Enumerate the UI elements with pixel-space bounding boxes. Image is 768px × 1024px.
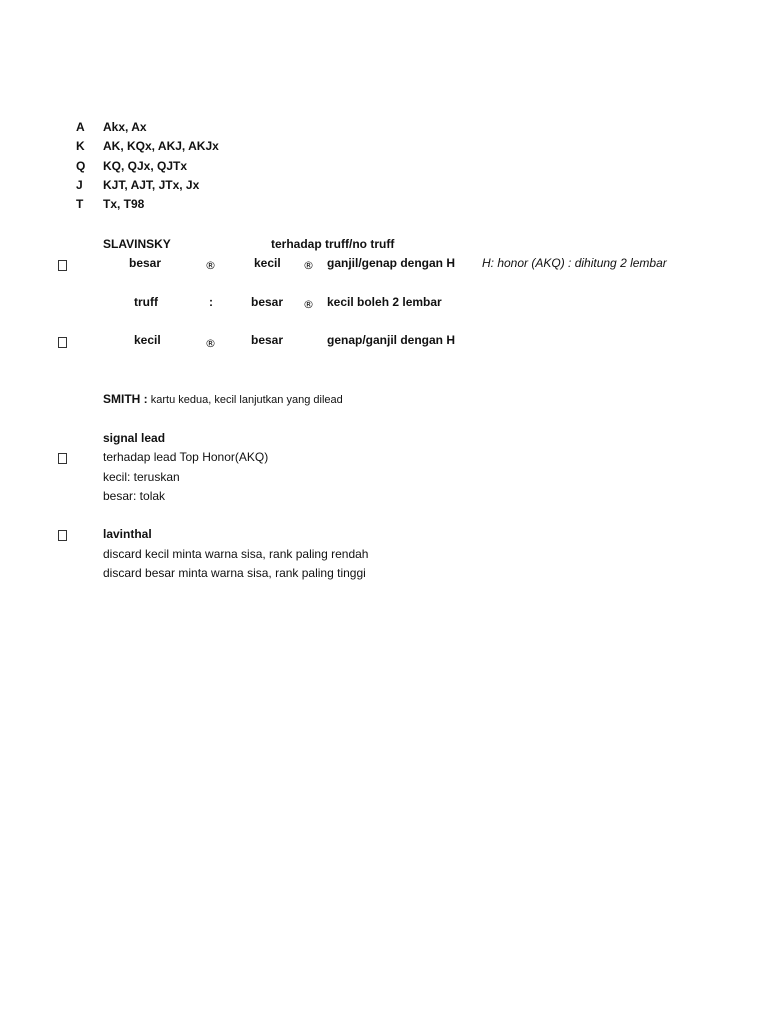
slavinsky-row1-c: ganjil/genap dengan H [327, 256, 456, 270]
arrow-icon: ® [303, 298, 314, 311]
smith-text: kartu kedua, kecil lanjutkan yang dilead [147, 394, 343, 406]
slavinsky-row3-a: kecil [134, 333, 161, 347]
bullet-icon [58, 337, 67, 348]
arrow-icon: ® [303, 259, 314, 272]
lead-cards-a: Akx, Ax [103, 120, 147, 134]
lead-cards-j: KJT, AJT, JTx, Jx [103, 178, 200, 192]
lead-rank-q: Q [76, 159, 86, 173]
slavinsky-title: SLAVINSKY [103, 237, 171, 251]
slavinsky-row1-b: kecil [254, 256, 281, 270]
smith-line [103, 391, 343, 408]
slavinsky-row3-b: besar [251, 333, 284, 347]
honor-note: H: honor (AKQ) : dihitung 2 lembar [482, 256, 667, 270]
bullet-icon [58, 260, 67, 271]
lead-cards-t: Tx, T98 [103, 197, 145, 211]
slavinsky-row2-a: truff [134, 295, 158, 309]
lead-rank-t: T [76, 197, 84, 211]
arrow-icon: ® [205, 337, 216, 350]
bullet-icon [58, 530, 67, 541]
lavinthal-title: lavinthal [103, 527, 152, 541]
slavinsky-row1-a: besar [129, 256, 162, 270]
slavinsky-row3-c: genap/ganjil dengan H [327, 333, 456, 347]
lead-rank-k: K [76, 139, 85, 153]
slavinsky-subtitle: terhadap truff/no truff [271, 237, 395, 251]
lavinthal-line: discard besar minta warna sisa, rank paling tinggi [103, 566, 366, 580]
lavinthal-line: discard kecil minta warna sisa, rank paling rendah [103, 547, 369, 561]
smith-label: SMITH : [103, 392, 148, 406]
arrow-icon: ® [205, 259, 216, 272]
signal-title: signal lead [103, 431, 166, 445]
lead-rank-j: J [76, 178, 83, 192]
signal-line: terhadap lead Top Honor(AKQ) [103, 450, 269, 464]
slavinsky-row2-c: kecil boleh 2 lembar [327, 295, 442, 309]
lead-rank-a: A [76, 120, 85, 134]
lead-cards-k: AK, KQx, AKJ, AKJx [103, 139, 219, 153]
bullet-icon [58, 453, 67, 464]
signal-line: besar: tolak [103, 489, 166, 503]
lead-cards-q: KQ, QJx, QJTx [103, 159, 188, 173]
slavinsky-row2-sep: : [209, 295, 213, 309]
signal-line: kecil: teruskan [103, 470, 180, 484]
slavinsky-row2-b: besar [251, 295, 284, 309]
